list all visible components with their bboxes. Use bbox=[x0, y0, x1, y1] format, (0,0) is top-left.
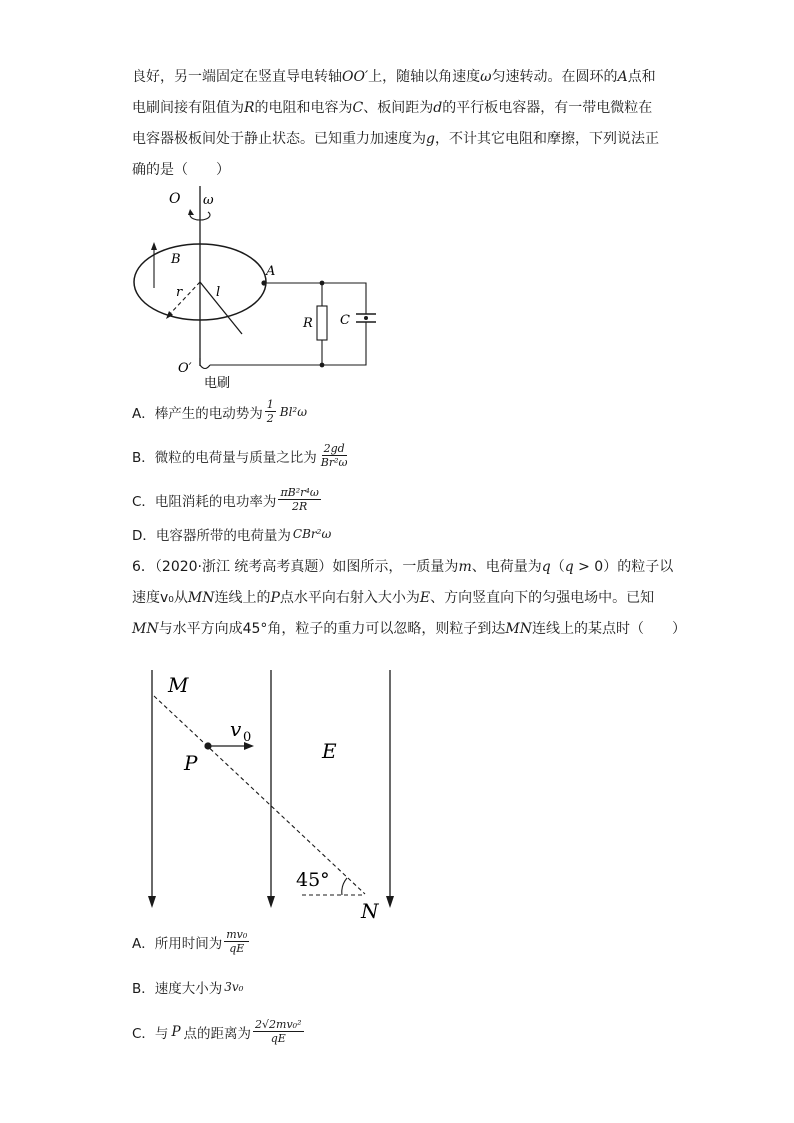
b-field-arrowhead-icon bbox=[151, 242, 157, 250]
option-label: 点的距离为 bbox=[183, 1025, 252, 1042]
fraction-numerator: 2gd bbox=[323, 442, 345, 455]
text-run: 与水平方向成45°角，粒子的重力可以忽略，则粒子到达 bbox=[158, 621, 506, 637]
text-run: 电容器极板间处于静止状态。已知重力加速度为 bbox=[132, 131, 426, 147]
q5-line-3 bbox=[132, 124, 668, 155]
text-run: （ bbox=[550, 559, 565, 575]
q5-text bbox=[132, 62, 668, 186]
fraction bbox=[224, 928, 249, 955]
label-brush: 电刷 bbox=[204, 376, 231, 391]
text-run: g bbox=[426, 131, 435, 147]
label-p: P bbox=[184, 751, 198, 775]
label-v: v bbox=[230, 717, 242, 741]
fraction-numerator: 2√2mv₀² bbox=[255, 1018, 302, 1031]
fraction-denominator: qE bbox=[270, 1032, 286, 1045]
fraction bbox=[319, 442, 350, 469]
charged-particle-dot bbox=[364, 316, 368, 320]
text-run: P bbox=[270, 590, 280, 606]
q5-option-a bbox=[132, 398, 307, 425]
label-a: A bbox=[266, 264, 276, 279]
text-run: 的平行板电容器，有一带电微粒在 bbox=[442, 100, 653, 116]
text-run: 点和 bbox=[627, 69, 656, 85]
fraction-denominator: 2R bbox=[291, 500, 308, 513]
text-run: E bbox=[419, 590, 431, 606]
field-arrowhead-icon bbox=[148, 896, 156, 908]
label-r-radius: r bbox=[176, 285, 183, 300]
q5-line-1 bbox=[132, 62, 668, 93]
q6-text bbox=[132, 552, 687, 645]
text-run: 速度v₀从 bbox=[132, 590, 188, 606]
option-label: B．速度大小为 bbox=[132, 981, 223, 997]
text-run: R bbox=[244, 100, 255, 116]
q5-option-b bbox=[132, 442, 352, 469]
text-run: 连线上的某点时（ ） bbox=[532, 621, 687, 637]
fraction-numerator: 1 bbox=[266, 398, 274, 411]
fraction-denominator: 2 bbox=[266, 412, 274, 425]
fraction-numerator: mv₀ bbox=[226, 928, 248, 941]
text-run: d bbox=[433, 100, 443, 116]
option-label: C．与 bbox=[132, 1025, 169, 1042]
fraction bbox=[278, 486, 320, 513]
text-run: C bbox=[352, 100, 364, 116]
radius-dashed-line bbox=[168, 282, 200, 316]
text-run: MN bbox=[187, 590, 215, 606]
brush-contact bbox=[200, 358, 210, 369]
text-run: MN bbox=[505, 621, 533, 637]
label-resistor: R bbox=[303, 316, 313, 331]
q5-option-c bbox=[132, 486, 323, 513]
label-e: E bbox=[322, 739, 337, 763]
label-o: O bbox=[169, 191, 181, 207]
q6-line-3 bbox=[132, 614, 687, 645]
text-run: 电刷间接有阻值为 bbox=[132, 100, 244, 116]
rotation-arrowhead-icon bbox=[188, 209, 194, 215]
q6-line-1 bbox=[132, 552, 674, 583]
field-arrowhead-icon bbox=[386, 896, 394, 908]
q6-option-c bbox=[132, 1018, 306, 1045]
option-label: A．所用时间为 bbox=[132, 935, 223, 952]
label-o-prime: O′ bbox=[178, 361, 192, 376]
option-expression: Bl²ω bbox=[279, 404, 308, 419]
label-v-subscript: 0 bbox=[243, 730, 252, 745]
junction-dot bbox=[320, 281, 325, 286]
q6-option-b bbox=[132, 977, 244, 997]
mn-dashed-line bbox=[154, 696, 365, 894]
resistor-symbol bbox=[317, 306, 327, 340]
label-n: N bbox=[361, 899, 379, 923]
rotating-rod bbox=[200, 282, 242, 334]
q6-line-2 bbox=[132, 583, 668, 614]
text-run: ω bbox=[480, 69, 492, 85]
fraction-numerator: πB²r⁴ω bbox=[280, 486, 319, 499]
text-run: q bbox=[541, 559, 551, 575]
option-label: D．电容器所带的电荷量为 bbox=[132, 528, 291, 544]
text-run: MN bbox=[132, 621, 159, 637]
text-run: 6．（2020·浙江 统考高考真题）如图所示，一质量为 bbox=[132, 559, 459, 575]
fraction bbox=[253, 1018, 303, 1045]
label-b: B bbox=[171, 252, 181, 267]
option-label: B．微粒的电荷量与质量之比为 bbox=[132, 449, 317, 466]
label-capacitor: C bbox=[340, 313, 350, 328]
text-run: > 0）的粒子以 bbox=[573, 559, 674, 575]
text-run: q bbox=[564, 559, 574, 575]
text-run: A bbox=[617, 69, 628, 85]
q6-option-a bbox=[132, 928, 251, 955]
q6-figure-electric-field bbox=[140, 664, 410, 926]
option-label-italic: P bbox=[171, 1023, 181, 1040]
q5-line-2 bbox=[132, 93, 668, 124]
q5-option-d bbox=[132, 524, 331, 544]
field-arrowhead-icon bbox=[267, 896, 275, 908]
text-run: 、板间距为 bbox=[363, 100, 434, 116]
text-run: 良好，另一端固定在竖直导电转轴 bbox=[132, 69, 342, 85]
label-angle: 45° bbox=[296, 869, 330, 891]
q5-figure-ring-circuit bbox=[120, 182, 390, 394]
text-run: 点水平向右射入大小为 bbox=[279, 590, 420, 606]
label-m: M bbox=[168, 673, 189, 697]
option-expression: CBr²ω bbox=[292, 527, 332, 541]
text-run: 确的是（ ） bbox=[132, 162, 230, 178]
text-run: 匀速转动。在圆环的 bbox=[491, 69, 618, 85]
junction-dot bbox=[320, 363, 325, 368]
circuit-bottom-wire bbox=[210, 322, 366, 365]
label-omega: ω bbox=[203, 193, 214, 208]
option-expression: 3v₀ bbox=[224, 980, 244, 994]
text-run: 连线上的 bbox=[214, 590, 271, 606]
option-label: C．电阻消耗的电功率为 bbox=[132, 493, 277, 510]
label-l: l bbox=[216, 285, 221, 300]
circuit-top-wire bbox=[264, 283, 366, 314]
angle-arc bbox=[342, 878, 347, 895]
text-run: OO′ bbox=[342, 69, 369, 85]
fraction-denominator: Br²ω bbox=[320, 456, 348, 469]
text-run: 、方向竖直向下的匀强电场中。已知 bbox=[430, 590, 655, 606]
text-run: ，不计其它电阻和摩擦，下列说法正 bbox=[434, 131, 659, 147]
option-label: A．棒产生的电动势为 bbox=[132, 405, 263, 422]
text-run: m bbox=[458, 559, 472, 575]
fraction bbox=[265, 398, 276, 425]
text-run: 上，随轴以角速度 bbox=[368, 69, 481, 85]
fraction-denominator: qE bbox=[229, 942, 245, 955]
text-run: 的电阻和电容为 bbox=[254, 100, 353, 116]
text-run: 、电荷量为 bbox=[471, 559, 542, 575]
